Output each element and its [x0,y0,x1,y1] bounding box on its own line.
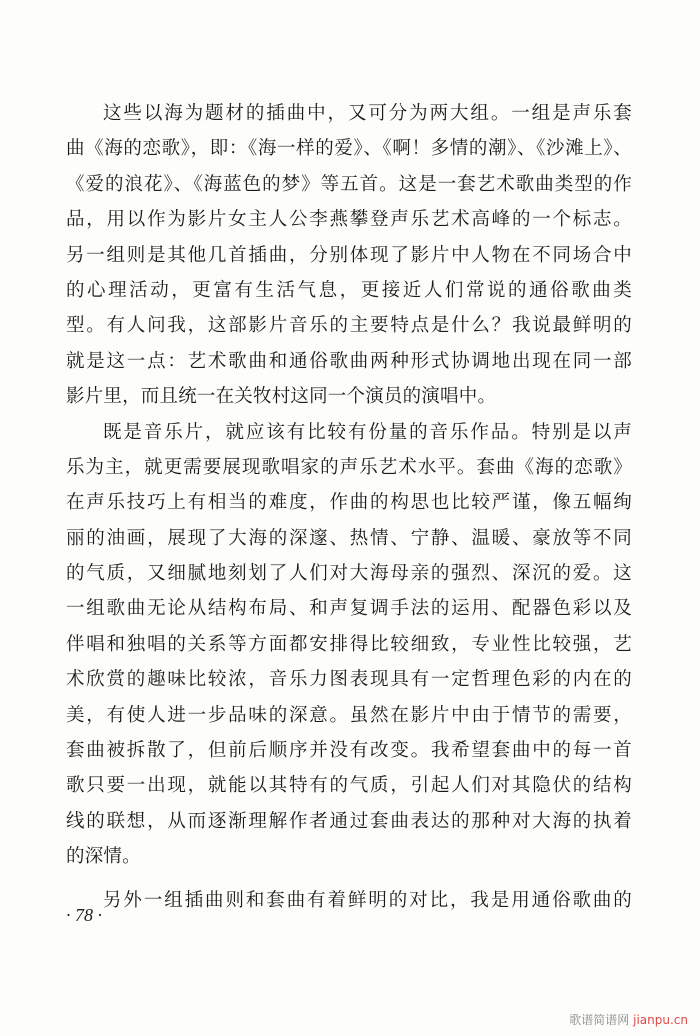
watermark-site-name: 歌谱简谱网 [569,1013,630,1027]
text-line: 线的联想，从而逐渐理解作者通过套曲表达的那种对大海的执着 [66,810,632,832]
text-line: 的心理活动，更富有生活气息，更接近人们常说的通俗歌曲类 [66,279,632,301]
text-line: 另一组则是其他几首插曲，分别体现了影片中人物在不同场合中 [66,244,632,266]
text-line: 伴唱和独唱的关系等方面都安排得比较细致，专业性比较强，艺 [66,633,632,655]
text-line: 既是音乐片，就应该有比较有份量的音乐作品。特别是以声 [103,421,632,443]
text-line: 品，用以作为影片女主人公李燕攀登声乐艺术高峰的一个标志。 [66,209,632,231]
text-line: 乐为主，就更需要展现歌唱家的声乐艺术水平。套曲《海的恋歌》 [66,456,632,478]
text-line: 另外一组插曲则和套曲有着鲜明的对比，我是用通俗歌曲的 [103,889,632,911]
text-line: 丽的油画，展现了大海的深邃、热情、宁静、温暖、豪放等不同 [66,527,632,549]
text-line: 就是这一点：艺术歌曲和通俗歌曲两种形式协调地出现在同一部 [66,350,632,372]
page-number: · 78 · [66,905,102,925]
text-line: 套曲被拆散了，但前后顺序并没有改变。我希望套曲中的每一首 [66,740,632,762]
text-line: 在声乐技巧上有相当的难度，作曲的构思也比较严谨，像五幅绚 [66,492,632,514]
text-line: 歌只要一出现，就能以其特有的气质，引起人们对其隐伏的结构 [66,775,632,797]
text-line: 的气质，又细腻地刻划了人们对大海母亲的强烈、深沉的爱。这 [66,563,632,585]
text-line: 美，有使人进一步品味的深意。虽然在影片中由于情节的需要， [66,704,632,726]
text-line: 型。有人问我，这部影片音乐的主要特点是什么？我说最鲜明的 [66,315,632,337]
watermark-url: jianpu.cn [633,1013,688,1027]
text-line: 术欣赏的趣味比较浓，音乐力图表现具有一定哲理色彩的内在的 [66,669,632,691]
text-line: 一组歌曲无论从结构布局、和声复调手法的运用、配器色彩以及 [66,598,632,620]
body-text [66,96,632,918]
text-line: 这些以海为题材的插曲中，又可分为两大组。一组是声乐套 [103,103,632,124]
text-line: 的深情。 [66,846,141,868]
paragraph-3 [66,883,632,918]
paragraph-2 [66,415,632,875]
watermark [569,1011,688,1028]
text-line: 影片里，而且统一在关牧村这同一个演员的演唱中。 [66,386,497,408]
text-line: 《爱的浪花》、《海蓝色的梦》等五首。这是一套艺术歌曲类型的作 [66,173,632,195]
text-line: 曲《海的恋歌》，即：《海一样的爱》、《啊！多情的潮》、《沙滩上》、 [66,138,632,160]
paragraph-gap [66,875,632,883]
paragraph-1 [66,96,632,415]
